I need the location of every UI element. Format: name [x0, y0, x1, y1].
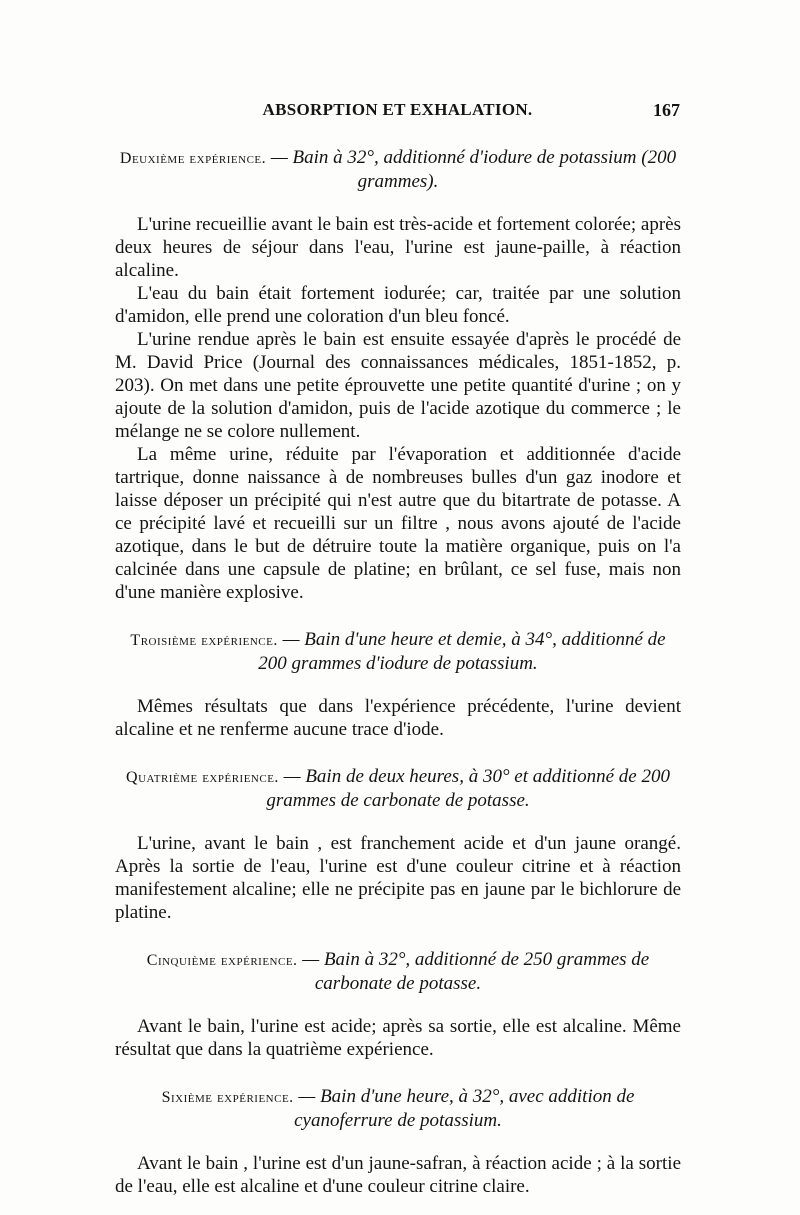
- section-label: Quatrième expérience.: [126, 769, 279, 786]
- section-label: Troisième expérience.: [130, 632, 278, 649]
- section-title: — Bain à 32°, additionné d'iodure de potassium (200 grammes).: [270, 147, 677, 192]
- section-title: — Bain d'une heure et demie, à 34°, additionné de 200 grammes d'iodure de potassium.: [258, 629, 666, 674]
- section-heading: [115, 1085, 681, 1132]
- paragraph: Avant le bain, l'urine est acide; après sa sortie, elle est alcaline. Même résultat que dans la quatrième expérience.: [115, 1016, 681, 1060]
- running-head: [115, 100, 680, 126]
- paragraph: La même urine, réduite par l'évaporation et additionnée d'acide tartrique, donne naissance à de nombreuses bulles d'un gaz inodore et laisse déposer un précipité qui n'est autre que du bitartrate de potasse. A ce précipité lavé et recueilli sur un filtre , nous avons ajouté de l'acide azotique, dans le but de détruire toute la matière organique, puis on l'a calcinée dans une capsule de platine; en brûlant, ce sel fuse, mais non d'une manière explosive.: [115, 444, 681, 603]
- section-label: Deuxième expérience.: [119, 150, 267, 167]
- page-body: [115, 146, 681, 1198]
- paragraph: L'urine recueillie avant le bain est très-acide et fortement colorée; après deux heures de séjour dans l'eau, l'urine est jaune-paille, à réaction alcaline.: [115, 214, 681, 281]
- paragraph: Avant le bain , l'urine est d'un jaune-safran, à réaction acide ; à la sortie de l'eau, elle est alcaline et d'une couleur citrine claire.: [115, 1153, 681, 1197]
- section-heading: [115, 948, 681, 995]
- section-heading: [115, 628, 681, 675]
- running-head-title: ABSORPTION ET EXHALATION.: [262, 100, 533, 119]
- section-heading: [115, 765, 681, 812]
- paragraph: Mêmes résultats que dans l'expérience précédente, l'urine devient alcaline et ne renferme aucune trace d'iode.: [115, 696, 681, 740]
- section-heading: [115, 146, 681, 193]
- page-number: 167: [653, 100, 680, 120]
- section-label: Cinquième expérience.: [146, 952, 298, 969]
- section-label: Sixième expérience.: [161, 1089, 294, 1106]
- section-title: — Bain de deux heures, à 30° et additionné de 200 grammes de carbonate de potasse.: [266, 766, 670, 811]
- paragraph: L'urine, avant le bain , est franchement acide et d'un jaune orangé. Après la sortie de l'eau, l'urine est d'une couleur citrine et à réaction manifestement alcaline; elle ne précipite pas en jaune par le bichlorure de platine.: [115, 833, 681, 923]
- section-title: — Bain à 32°, additionné de 250 grammes de carbonate de potasse.: [302, 949, 650, 994]
- section-title: — Bain d'une heure, à 32°, avec addition de cyanoferrure de potassium.: [294, 1086, 635, 1131]
- paragraph: L'urine rendue après le bain est ensuite essayée d'après le procédé de M. David Price (Journal des connaissances médicales, 1851-1852, p. 203). On met dans une petite éprouvette une petite quantité d'urine ; on y ajoute de la solution d'amidon, puis de l'acide azotique du commerce ; le mélange ne se colore nullement.: [115, 329, 681, 442]
- paragraph: L'eau du bain était fortement iodurée; car, traitée par une solution d'amidon, elle prend une coloration d'un bleu foncé.: [115, 283, 681, 327]
